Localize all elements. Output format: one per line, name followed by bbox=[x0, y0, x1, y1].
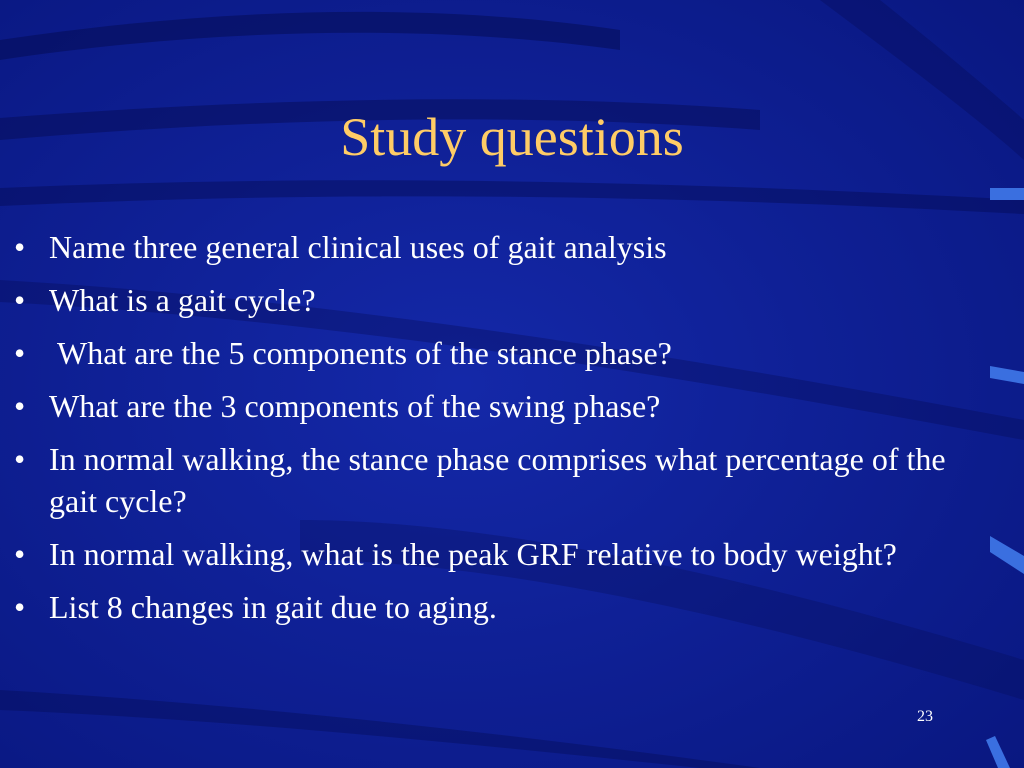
bullet-icon: • bbox=[14, 388, 26, 424]
bullet-item bbox=[14, 586, 994, 628]
bullet-icon: • bbox=[14, 441, 26, 477]
bullet-text: List 8 changes in gait due to aging. bbox=[49, 589, 497, 625]
bullet-item bbox=[14, 438, 994, 522]
bullet-icon: • bbox=[14, 282, 26, 318]
page-number: 23 bbox=[917, 708, 933, 725]
bullet-text: What is a gait cycle? bbox=[49, 282, 316, 318]
bullet-text: In normal walking, the stance phase comprises what percentage of the gait cycle? bbox=[49, 441, 946, 519]
accent-stripe bbox=[990, 188, 1024, 200]
bullet-icon: • bbox=[14, 536, 26, 572]
bullet-icon: • bbox=[14, 335, 26, 371]
bullet-text: What are the 5 components of the stance phase? bbox=[49, 335, 672, 371]
bullet-item bbox=[14, 533, 994, 575]
bullet-list bbox=[14, 226, 994, 639]
bullet-item bbox=[14, 226, 994, 268]
bullet-icon: • bbox=[14, 589, 26, 625]
bullet-text: Name three general clinical uses of gait analysis bbox=[49, 229, 667, 265]
bullet-item bbox=[14, 279, 994, 321]
bullet-item bbox=[14, 332, 994, 374]
slide-title: Study questions bbox=[340, 107, 684, 167]
bullet-text: What are the 3 components of the swing phase? bbox=[49, 388, 661, 424]
bullet-item bbox=[14, 385, 994, 427]
bullet-icon: • bbox=[14, 229, 26, 265]
bullet-text: In normal walking, what is the peak GRF relative to body weight? bbox=[49, 536, 897, 572]
